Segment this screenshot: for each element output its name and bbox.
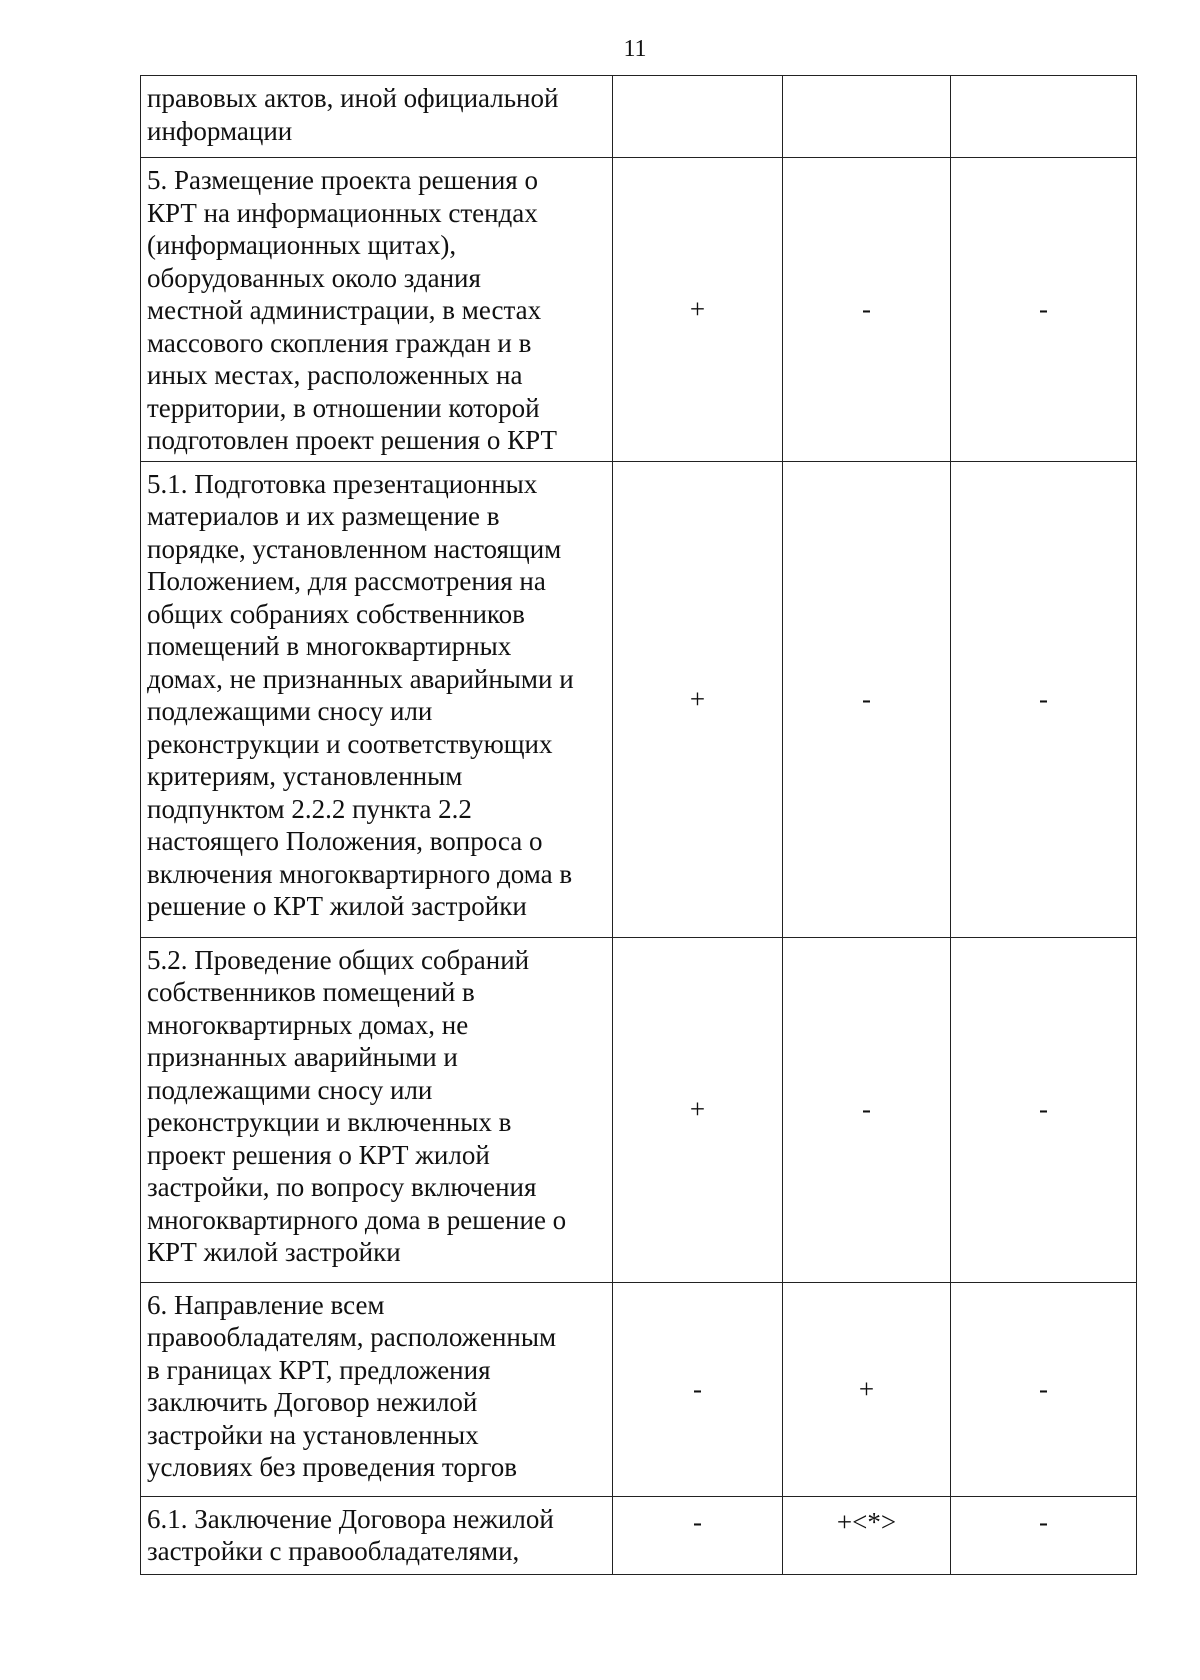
table-row bbox=[141, 76, 1137, 158]
mark-cell-col4: - bbox=[951, 461, 1137, 937]
description-line: (информационных щитах), bbox=[147, 230, 457, 260]
mark-cell-col4 bbox=[951, 76, 1137, 158]
description-line: многоквартирного дома в решение о bbox=[147, 1204, 567, 1235]
mark-cell-col3: - bbox=[783, 158, 951, 462]
description-line: признанных аварийными и bbox=[147, 1042, 458, 1072]
description-line: включения многоквартирного дома в bbox=[147, 858, 573, 889]
mark-cell-col2: - bbox=[613, 1496, 783, 1574]
description-line: застройки с правообладателями, bbox=[147, 1536, 520, 1566]
table-row bbox=[141, 937, 1137, 1282]
description-line: территории, в отношении которой bbox=[147, 392, 540, 423]
description-line: настоящего Положения, вопроса о bbox=[147, 826, 543, 856]
mark-cell-col3: - bbox=[783, 937, 951, 1282]
description-line: порядке, установленном настоящим bbox=[147, 533, 562, 564]
description-line: критериям, установленным bbox=[147, 761, 463, 791]
mark-cell-col3 bbox=[783, 76, 951, 158]
mark-cell-col2 bbox=[613, 76, 783, 158]
mark-cell-col2: + bbox=[613, 937, 783, 1282]
table-row bbox=[141, 1496, 1137, 1574]
description-line: массового скопления граждан и в bbox=[147, 327, 532, 358]
description-line: правообладателям, расположенным bbox=[147, 1322, 557, 1352]
description-line: в границах КРТ, предложения bbox=[147, 1354, 491, 1385]
row-description bbox=[141, 461, 613, 937]
description-line: реконструкции и соответствующих bbox=[147, 728, 553, 759]
description-line: 5. Размещение проекта решения о bbox=[147, 165, 538, 195]
table-row bbox=[141, 158, 1137, 462]
mark-cell-col4: - bbox=[951, 1496, 1137, 1574]
description-line: собственников помещений в bbox=[147, 977, 475, 1007]
mark-cell-col3: +<*> bbox=[783, 1496, 951, 1574]
mark-cell-col2: - bbox=[613, 1282, 783, 1496]
procedure-table bbox=[140, 75, 1137, 1575]
description-line: реконструкции и включенных в bbox=[147, 1107, 512, 1137]
description-line: КРТ на информационных стендах bbox=[147, 197, 538, 228]
mark-cell-col3: - bbox=[783, 461, 951, 937]
description-line: 5.2. Проведение общих собраний bbox=[147, 944, 530, 975]
description-line: 5.1. Подготовка презентационных bbox=[147, 468, 538, 499]
page-number: 11 bbox=[623, 36, 647, 62]
row-description bbox=[141, 1496, 613, 1574]
mark-cell-col4: - bbox=[951, 1282, 1137, 1496]
row-description bbox=[141, 76, 613, 158]
description-line: заключить Договор нежилой bbox=[147, 1387, 478, 1417]
description-line: местной администрации, в местах bbox=[147, 295, 542, 325]
description-line: материалов и их размещение в bbox=[147, 501, 500, 531]
description-line: подпунктом 2.2.2 пункта 2.2 bbox=[147, 793, 472, 824]
row-description bbox=[141, 937, 613, 1282]
description-line: домах, не признанных аварийными и bbox=[147, 663, 574, 694]
description-line: помещений в многоквартирных bbox=[147, 631, 512, 661]
description-line: подлежащими сносу или bbox=[147, 696, 433, 726]
mark-cell-col4: - bbox=[951, 158, 1137, 462]
description-line: многоквартирных домах, не bbox=[147, 1009, 469, 1040]
description-line: оборудованных около здания bbox=[147, 262, 481, 293]
description-line: проект решения о КРТ жилой bbox=[147, 1139, 490, 1170]
table-row bbox=[141, 1282, 1137, 1496]
description-line: подготовлен проект решения о КРТ bbox=[147, 425, 557, 455]
mark-cell-col2: + bbox=[613, 158, 783, 462]
description-line: иных местах, расположенных на bbox=[147, 360, 523, 390]
table-row bbox=[141, 461, 1137, 937]
description-line: 6.1. Заключение Договора нежилой bbox=[147, 1503, 554, 1534]
description-line: решение о КРТ жилой застройки bbox=[147, 891, 527, 921]
description-line: застройки на установленных bbox=[147, 1419, 479, 1450]
description-line: правовых актов, иной официальной bbox=[147, 83, 559, 113]
description-line: застройки, по вопросу включения bbox=[147, 1172, 537, 1202]
description-line: 6. Направление всем bbox=[147, 1289, 385, 1320]
description-line: КРТ жилой застройки bbox=[147, 1237, 401, 1267]
description-line: условиях без проведения торгов bbox=[147, 1452, 517, 1482]
mark-cell-col4: - bbox=[951, 937, 1137, 1282]
mark-cell-col2: + bbox=[613, 461, 783, 937]
description-line: подлежащими сносу или bbox=[147, 1074, 433, 1105]
description-line: Положением, для рассмотрения на bbox=[147, 566, 546, 596]
row-description bbox=[141, 1282, 613, 1496]
row-description bbox=[141, 158, 613, 462]
description-line: общих собраниях собственников bbox=[147, 598, 525, 629]
mark-cell-col3: + bbox=[783, 1282, 951, 1496]
description-line: информации bbox=[147, 115, 293, 146]
